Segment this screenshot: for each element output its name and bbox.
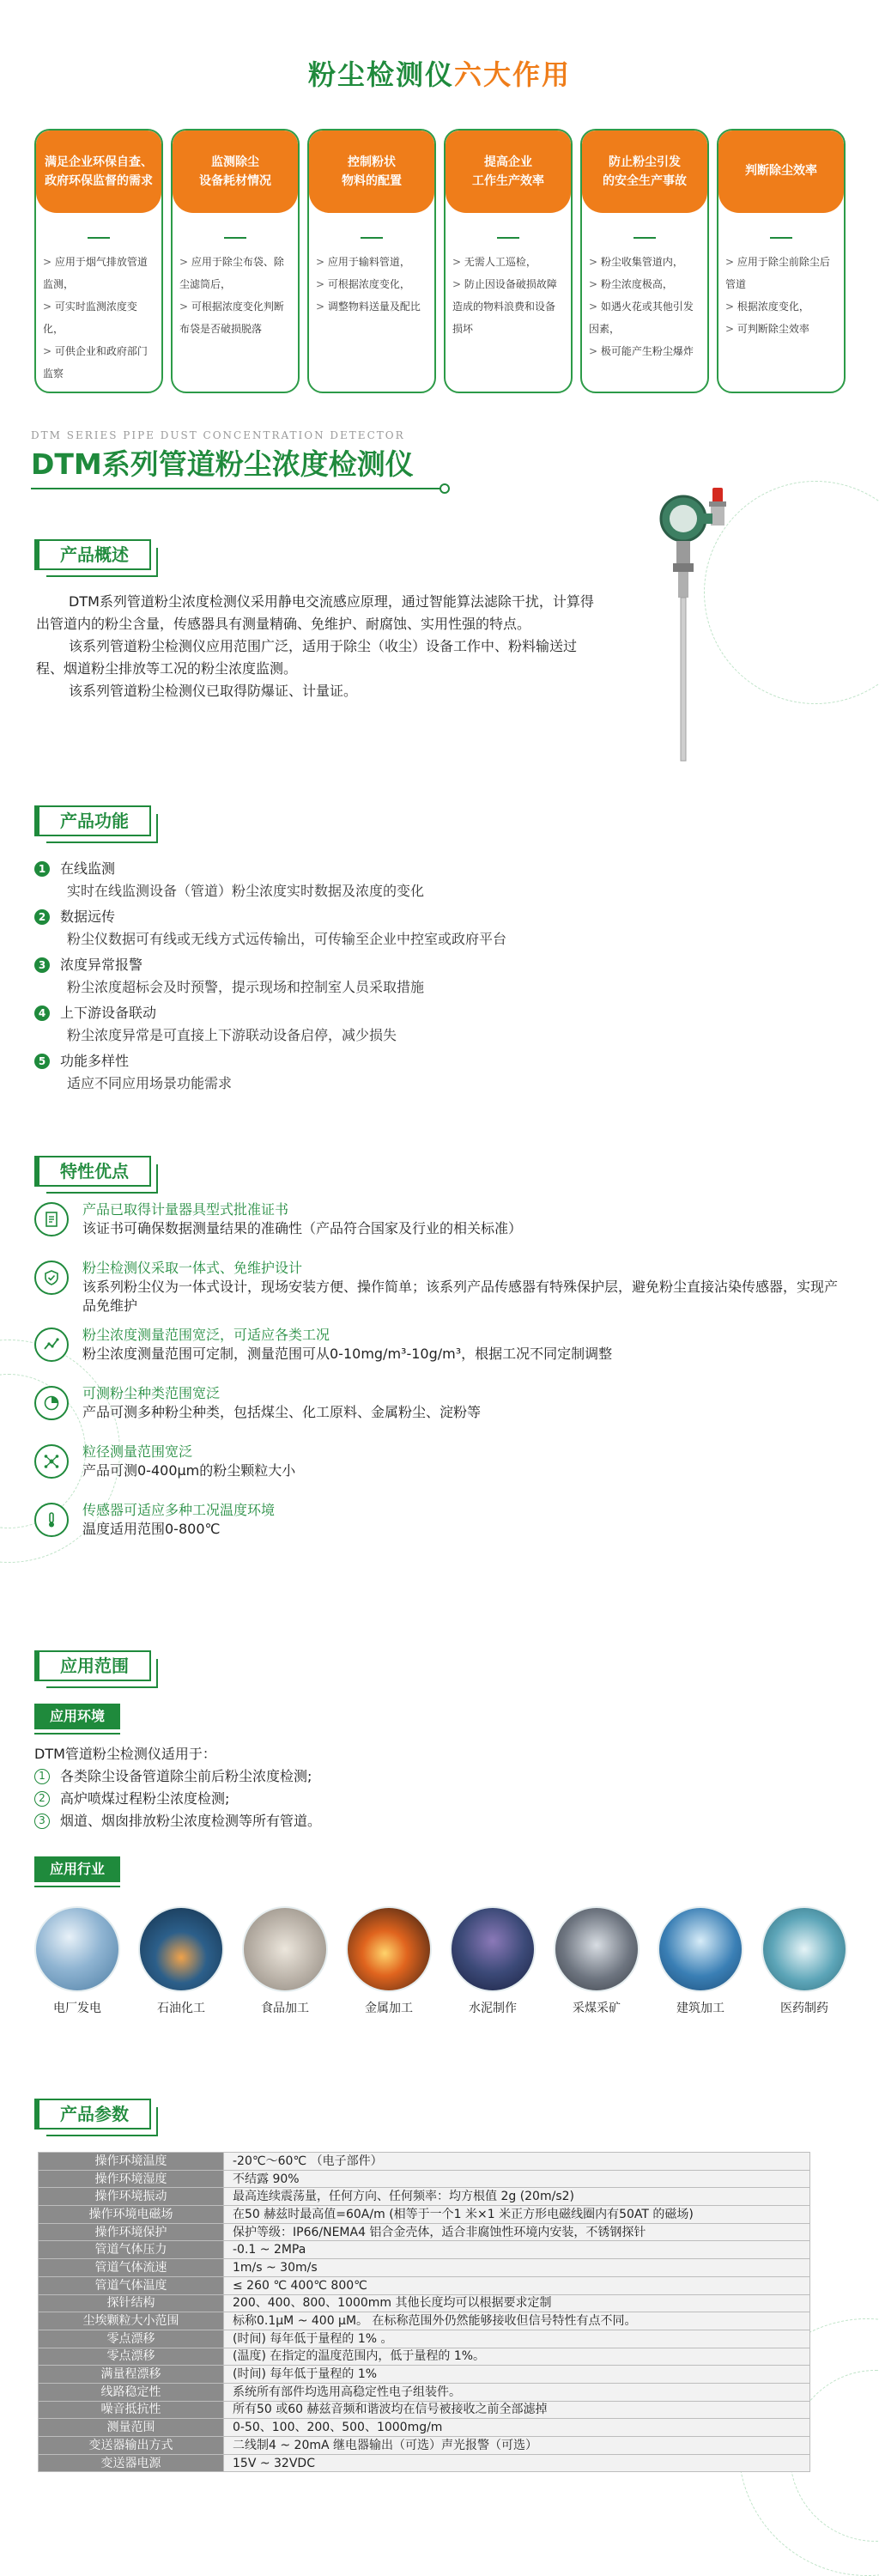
param-value: 标称0.1μM ~ 400 μM。 在标称范围外仍然能够接收但信号特性有点不同。 — [224, 2312, 810, 2330]
industry-image — [450, 1906, 536, 1992]
table-row — [39, 2419, 810, 2437]
number-badge: 2 — [34, 1791, 50, 1807]
industry-label: 石油化工 — [157, 2002, 205, 2015]
table-row — [39, 2401, 810, 2419]
industry-image — [138, 1906, 224, 1992]
param-name: 零点漂移 — [39, 2348, 224, 2366]
dust-detector-device-illustration — [652, 481, 755, 764]
table-row — [39, 2153, 810, 2171]
feature-desc: 产品可测0-400μm的粉尘颗粒大小 — [82, 1462, 296, 1479]
param-value: ≤ 260 ℃ 400℃ 800℃ — [224, 2276, 810, 2294]
table-row — [39, 2312, 810, 2330]
card-divider — [497, 237, 519, 239]
card-head: 提高企业 工作生产效率 — [446, 131, 571, 213]
industry-label: 水泥制作 — [469, 2002, 517, 2015]
function-title: 功能多样性 — [60, 1053, 130, 1069]
param-value: 在50 赫兹时最高值=60A/m (相等于一个1 米×1 米正方形电磁线圈内有50AT 的磁场) — [224, 2206, 810, 2224]
number-badge: 2 — [34, 909, 50, 925]
function-list — [34, 859, 738, 1099]
param-name: 探针结构 — [39, 2294, 224, 2312]
section-tag-application: 应用范围 — [34, 1650, 151, 1681]
card-safety — [580, 129, 709, 393]
param-name: 操作环境振动 — [39, 2188, 224, 2206]
card-divider — [361, 237, 383, 239]
card-head: 控制粉状 物料的配置 — [309, 131, 434, 213]
title-underline — [31, 488, 443, 489]
param-value: 不结露 90% — [224, 2170, 810, 2188]
param-value: 1m/s ~ 30m/s — [224, 2259, 810, 2277]
list-item — [34, 955, 738, 1003]
card-item: > 可判断除尘效率 — [725, 318, 837, 340]
table-row — [39, 2170, 810, 2188]
table-row — [39, 2206, 810, 2224]
function-title: 浓度异常报警 — [60, 957, 143, 973]
section-tag-overview: 产品概述 — [34, 539, 151, 570]
industry-label: 建筑加工 — [676, 2002, 724, 2015]
card-material — [307, 129, 436, 393]
list-item — [34, 859, 738, 907]
function-desc: 粉尘浓度超标会及时预警，提示现场和控制室人员采取措施 — [67, 979, 425, 995]
param-name: 变送器输出方式 — [39, 2437, 224, 2455]
params-table — [38, 2152, 810, 2472]
card-item: > 调整物料送量及配比 — [316, 295, 427, 318]
industry-image — [658, 1906, 743, 1992]
card-item: > 防止因设备破损故障造成的物料浪费和设备损坏 — [452, 273, 564, 340]
certificate-icon — [34, 1202, 69, 1236]
number-badge: 4 — [34, 1005, 50, 1021]
card-item: > 应用于输料管道， — [316, 251, 427, 273]
title-part-2: 六大作用 — [454, 58, 572, 91]
list-item — [34, 1443, 841, 1491]
table-row — [39, 2348, 810, 2366]
function-desc: 粉尘仪数据可有线或无线方式远传输出，可传输至企业中控室或政府平台 — [67, 931, 507, 947]
card-item: > 极可能产生粉尘爆炸 — [589, 340, 700, 362]
industry-mining — [552, 1906, 641, 2016]
param-value: (时间) 每年低于量程的 1% 。 — [224, 2330, 810, 2348]
industry-image — [346, 1906, 432, 1992]
function-desc: 适应不同应用场景功能需求 — [67, 1075, 233, 1091]
overview-paragraph: 该系列管道粉尘检测仪已取得防爆证、计量证。 — [69, 683, 358, 699]
param-value: 系统所有部件均选用高稳定性电子组装件。 — [224, 2383, 810, 2401]
table-row — [39, 2276, 810, 2294]
function-desc: 实时在线监测设备（管道）粉尘浓度实时数据及浓度的变化 — [67, 883, 425, 899]
function-desc: 粉尘浓度异常是可直接上下游联动设备启停，减少损失 — [67, 1027, 397, 1043]
card-head: 满足企业环保自查、 政府环保监督的需求 — [36, 131, 161, 213]
feature-title: 粒径测量范围宽泛 — [82, 1443, 193, 1460]
function-cards — [34, 129, 845, 393]
table-row — [39, 2259, 810, 2277]
param-value: 最高连续震荡量，任何方向、任何频率：均方根值 2g (20m/s2) — [224, 2188, 810, 2206]
card-item: > 应用于烟气排放管道监测， — [43, 251, 155, 295]
card-item: > 可实时监测浓度变化， — [43, 295, 155, 340]
card-environment — [34, 129, 163, 393]
page-title — [0, 53, 879, 93]
param-name: 操作环境保护 — [39, 2223, 224, 2241]
title-underline-dot — [440, 483, 450, 494]
table-row — [39, 2454, 810, 2472]
list-item — [34, 1200, 841, 1249]
section-tag-functions: 产品功能 — [34, 805, 151, 836]
industry-image — [242, 1906, 328, 1992]
sub-tag-environment: 应用环境 — [34, 1704, 120, 1729]
feature-list — [34, 1200, 841, 1559]
application-environment — [34, 1743, 807, 1832]
feature-title: 粉尘检测仪采取一体式、免维护设计 — [82, 1260, 303, 1276]
card-efficiency — [444, 129, 573, 393]
industry-food — [240, 1906, 330, 2016]
function-title: 上下游设备联动 — [60, 1005, 157, 1021]
param-value: 保护等级：IP66/NEMA4 铝合金壳体，适合非腐蚀性环境内安装，不锈钢探针 — [224, 2223, 810, 2241]
function-title: 在线监测 — [60, 860, 116, 877]
card-item: > 应用于除尘前除尘后管道 — [725, 251, 837, 295]
industry-gallery — [33, 1906, 846, 2026]
list-item — [34, 1259, 841, 1315]
industry-label: 采煤采矿 — [573, 2002, 621, 2015]
feature-desc: 该证书可确保数据测量结果的准确性（产品符合国家及行业的相关标准） — [82, 1220, 523, 1236]
industry-image — [761, 1906, 847, 1992]
feature-title: 产品已取得计量器具型式批准证书 — [82, 1201, 289, 1218]
particle-icon — [34, 1444, 69, 1479]
param-value: 0-50、100、200、500、1000mg/m — [224, 2419, 810, 2437]
feature-title: 可测粉尘种类范围宽泛 — [82, 1385, 221, 1401]
overview-text — [36, 591, 594, 702]
industry-metal — [344, 1906, 433, 2016]
number-badge: 1 — [34, 1769, 50, 1784]
feature-title: 传感器可适应多种工况温度环境 — [82, 1502, 276, 1518]
thermometer-icon — [34, 1503, 69, 1537]
table-row — [39, 2294, 810, 2312]
list-item — [34, 1051, 738, 1099]
sub-tag-industry: 应用行业 — [34, 1856, 120, 1882]
card-item: > 根据浓度变化， — [725, 295, 837, 318]
card-item: > 粉尘浓度极高， — [589, 273, 700, 295]
overview-paragraph: 该系列管道粉尘检测仪应用范围广泛，适用于除尘（收尘）设备工作中、粉料输送过程、烟道粉尘排放等工况的粉尘浓度监测。 — [36, 638, 578, 677]
param-name: 测量范围 — [39, 2419, 224, 2437]
param-name: 线路稳定性 — [39, 2383, 224, 2401]
param-value: 15V ~ 32VDC — [224, 2454, 810, 2472]
table-row — [39, 2241, 810, 2259]
table-row — [39, 2223, 810, 2241]
function-title: 数据远传 — [60, 908, 116, 925]
feature-desc: 产品可测多种粉尘种类，包括煤尘、化工原料、金属粉尘、淀粉等 — [82, 1404, 482, 1420]
param-name: 噪音抵抗性 — [39, 2401, 224, 2419]
param-name: 满量程漂移 — [39, 2366, 224, 2384]
card-item: > 可根据浓度变化判断布袋是否破损脱落 — [179, 295, 291, 340]
table-row — [39, 2383, 810, 2401]
number-badge: 3 — [34, 957, 50, 973]
card-divider — [88, 237, 110, 239]
card-dust-removal — [171, 129, 300, 393]
feature-desc: 该系列粉尘仪为一体式设计，现场安装方便、操作简单；该系列产品传感器有特殊保护层，避免粉尘直接沾染传感器，实现产品免维护 — [82, 1279, 839, 1314]
industry-power — [33, 1906, 122, 2016]
product-english-subtitle: DTM SERIES PIPE DUST CONCENTRATION DETECTOR — [31, 429, 405, 441]
param-name: 管道气体温度 — [39, 2276, 224, 2294]
shield-check-icon — [34, 1261, 69, 1295]
card-head: 防止粉尘引发 的安全生产事故 — [582, 131, 707, 213]
industry-petrochem — [136, 1906, 226, 2016]
industry-label: 金属加工 — [365, 2002, 413, 2015]
param-value: -20℃～60℃ （电子部件） — [224, 2153, 810, 2171]
param-value: 所有50 或60 赫兹音频和谐波均在信号被接收之前全部滤掉 — [224, 2401, 810, 2419]
list-item: 2 高炉喷煤过程粉尘浓度检测; — [34, 1788, 807, 1810]
list-item — [34, 1384, 841, 1432]
number-badge: 1 — [34, 861, 50, 877]
industry-label: 电厂发电 — [53, 2002, 101, 2015]
number-badge: 5 — [34, 1054, 50, 1069]
list-item: 1 各类除尘设备管道除尘前后粉尘浓度检测; — [34, 1765, 807, 1788]
industry-label: 医药制药 — [780, 2002, 828, 2015]
card-divider — [224, 237, 246, 239]
card-item: > 可供企业和政府部门监察 — [43, 340, 155, 385]
param-value: (时间) 每年低于量程的 1% — [224, 2366, 810, 2384]
list-item — [34, 1003, 738, 1051]
list-item — [34, 1326, 841, 1374]
param-value: (温度) 在指定的温度范围内，低于量程的 1%。 — [224, 2348, 810, 2366]
list-item — [34, 1501, 841, 1549]
param-name: 管道气体压力 — [39, 2241, 224, 2259]
param-name: 零点漂移 — [39, 2330, 224, 2348]
param-name: 操作环境湿度 — [39, 2170, 224, 2188]
param-value: -0.1 ~ 2MPa — [224, 2241, 810, 2259]
section-tag-params: 产品参数 — [34, 2099, 151, 2129]
card-divider — [633, 237, 656, 239]
feature-desc: 温度适用范围0-800℃ — [82, 1521, 221, 1537]
list-item — [34, 907, 738, 955]
table-row — [39, 2437, 810, 2455]
card-item: > 无需人工巡检， — [452, 251, 564, 273]
line-chart-icon — [34, 1327, 69, 1362]
section-tag-features: 特性优点 — [34, 1156, 151, 1187]
application-intro: DTM管道粉尘检测仪适用于： — [34, 1746, 216, 1762]
card-head: 判断除尘效率 — [718, 131, 844, 213]
param-name: 变送器电源 — [39, 2454, 224, 2472]
card-removal-efficiency — [717, 129, 846, 393]
product-title: DTM系列管道粉尘浓度检测仪 — [31, 447, 414, 481]
table-row — [39, 2366, 810, 2384]
overview-paragraph: DTM系列管道粉尘浓度检测仪采用静电交流感应原理，通过智能算法滤除干扰，计算得出管道内的粉尘含量，传感器具有测量精确、免维护、耐腐蚀、实用性强的特点。 — [36, 593, 594, 632]
feature-desc: 粉尘浓度测量范围可定制，测量范围可从0-10mg/m³-10g/m³，根据工况不同定制调整 — [82, 1346, 613, 1362]
pie-chart-icon — [34, 1386, 69, 1420]
card-head: 监测除尘 设备耗材情况 — [173, 131, 298, 213]
industry-image — [554, 1906, 640, 1992]
param-value: 二线制4 ~ 20mA 继电器输出（可选）声光报警（可选） — [224, 2437, 810, 2455]
card-item: > 应用于除尘布袋、除尘滤筒后， — [179, 251, 291, 295]
industry-pharma — [760, 1906, 849, 2016]
table-row — [39, 2188, 810, 2206]
card-item: > 如遇火花或其他引发因素， — [589, 295, 700, 340]
list-item: 3 烟道、烟囱排放粉尘浓度检测等所有管道。 — [34, 1810, 807, 1832]
card-item: > 粉尘收集管道内， — [589, 251, 700, 273]
industry-construction — [656, 1906, 745, 2016]
number-badge: 3 — [34, 1814, 50, 1829]
card-item: > 可根据浓度变化， — [316, 273, 427, 295]
param-name: 尘埃颗粒大小范围 — [39, 2312, 224, 2330]
feature-title: 粉尘浓度测量范围宽泛，可适应各类工况 — [82, 1327, 330, 1343]
param-value: 200、400、800、1000mm 其他长度均可以根据要求定制 — [224, 2294, 810, 2312]
industry-cement — [448, 1906, 537, 2016]
title-part-1: 粉尘检测仪 — [307, 58, 454, 91]
param-name: 管道气体流速 — [39, 2259, 224, 2277]
table-row — [39, 2330, 810, 2348]
param-name: 操作环境温度 — [39, 2153, 224, 2171]
industry-image — [34, 1906, 120, 1992]
param-name: 操作环境电磁场 — [39, 2206, 224, 2224]
industry-label: 食品加工 — [261, 2002, 309, 2015]
card-divider — [770, 237, 792, 239]
